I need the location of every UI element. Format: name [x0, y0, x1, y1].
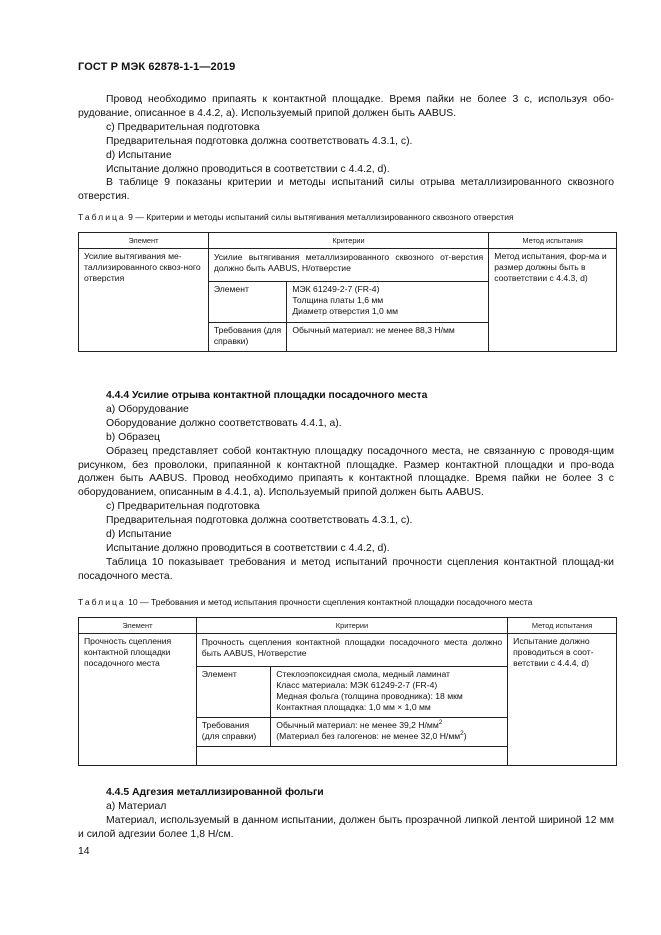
paragraph: b) Образец [106, 431, 160, 443]
paragraph: Материал, используемый в данном испытании, должен быть прозрачной липкой лентой шириной 12 мм и силой адгезии более 1,8 Н/см. [78, 814, 614, 840]
table10 [78, 617, 617, 766]
subtable-value [271, 718, 507, 747]
criteria-main-text: Прочность сцепления контактной площадки посадочного места должно быть AABUS, Н/отверстие [201, 637, 503, 658]
paragraph: а) Материал [106, 800, 167, 812]
intro-text [78, 93, 614, 204]
column-header-element: Элемент [79, 618, 197, 634]
spec-text: (Материал без галогенов: не менее 32,0 Н/мм [276, 731, 461, 741]
table-cell-criteria [208, 249, 488, 352]
column-header-criteria: Критерии [208, 233, 488, 249]
table-caption-label: Таблица [78, 597, 126, 607]
table9-caption [78, 212, 618, 223]
paragraph: Провод необходимо припаять к контактной площадке. Время пайки не более 3 с, используя обо-рудование, описанное в 4.4.2, а). Используемый припой должен быть AABUS. [78, 94, 614, 119]
spec-line [276, 720, 502, 731]
table-cell-method: Метод испытания, фор-ма и размер должны быть в соответствии с 4.4.3, d) [489, 249, 617, 352]
table-cell-element: Усилие вытягивания ме-таллизированного сквоз-ного отверстия [79, 249, 209, 352]
table-cell-method: Испытание должно проводиться в соот-ветствии с 4.4.4, d) [508, 634, 617, 766]
column-header-criteria: Критерии [196, 618, 507, 634]
paragraph: а) Оборудование [106, 403, 189, 415]
criteria-subtable [209, 281, 488, 351]
spec-line: Стеклоэпоксидная смола, медный ламинат [276, 669, 450, 679]
subtable-empty-row [197, 747, 507, 766]
spec-line: Контактная площадка: 1,0 мм × 1,0 мм [276, 702, 431, 712]
subtable-label: Требования (для справки) [209, 323, 287, 352]
paragraph: Испытание должно проводиться в соответствии с 4.4.2, d). [106, 542, 390, 554]
criteria-main-text: Усилие вытягивания металлизированного сквозного от-верстия должно быть AABUS, Н/отверстие [213, 252, 484, 273]
table-caption-text: 10 — Требования и метод испытания прочности сцепления контактной площадки посадочного места [128, 597, 533, 607]
spec-line [276, 731, 502, 742]
spec-line: МЭК 61249-2-7 (FR-4) [292, 284, 380, 294]
section-4-4-4 [78, 389, 614, 584]
subtable-value: Обычный материал: не менее 88,3 Н/мм [287, 323, 488, 352]
paragraph: Оборудование должно соответствовать 4.4.1, а). [106, 417, 342, 429]
paragraph: Предварительная подготовка должна соответствовать 4.3.1, с). [106, 515, 413, 527]
superscript: 2 [460, 730, 464, 738]
column-header-method: Метод испытания [489, 233, 617, 249]
paragraph: Таблица 10 показывает требования и метод испытаний прочности сцепления контактной площад-ки посадочного места. [78, 556, 614, 582]
paragraph: d) Испытание [106, 529, 172, 541]
spec-line: Класс материала: МЭК 61249-2-7 (FR-4) [276, 680, 438, 690]
spec-text: ) [463, 731, 467, 741]
criteria-subtable [197, 666, 507, 765]
paragraph: с) Предварительная подготовка [106, 121, 260, 133]
table9 [78, 232, 617, 352]
table-cell-criteria [196, 634, 507, 766]
section-heading: 4.4.5 Адгезия металлизированной фольги [106, 787, 324, 798]
subtable-label: Элемент [197, 667, 271, 718]
table-cell-element: Прочность сцепления контактной площадки посадочного места [79, 634, 197, 766]
table10-caption [78, 597, 618, 608]
section-4-4-5 [78, 786, 614, 842]
table-caption-label: Таблица [78, 212, 126, 222]
paragraph: Испытание должно проводиться в соответствии с 4.4.2, d). [106, 163, 390, 175]
paragraph: В таблице 9 показаны критерии и методы испытаний силы отрыва металлизированного сквозного отверстия. [78, 177, 614, 203]
subtable-value [287, 282, 488, 323]
subtable-label: Требования (для справки) [197, 718, 271, 747]
document-title: ГОСТ Р МЭК 62878-1-1—2019 [78, 61, 236, 73]
table-caption-text: 9 — Критерии и методы испытаний силы вытягивания металлизированного сквозного отверстия [128, 212, 514, 222]
spec-line: Толщина платы 1,6 мм [292, 295, 384, 305]
paragraph: Предварительная подготовка должна соответствовать 4.3.1, с). [106, 135, 413, 147]
spec-text: Обычный материал: не менее 39,2 Н/мм [276, 720, 439, 730]
column-header-element: Элемент [79, 233, 209, 249]
spec-line: Медная фольга (толщина проводника): 18 мкм [276, 691, 463, 701]
subtable-label: Элемент [209, 282, 287, 323]
section-heading: 4.4.4 Усилие отрыва контактной площадки посадочного места [106, 390, 428, 401]
page-number: 14 [78, 846, 90, 857]
column-header-method: Метод испытания [508, 618, 617, 634]
subtable-value [271, 667, 507, 718]
paragraph: с) Предварительная подготовка [106, 501, 260, 513]
paragraph: d) Испытание [106, 149, 172, 161]
superscript: 2 [438, 719, 443, 727]
paragraph: Образец представляет собой контактную площадку посадочного места, не связанную с проводя-щим рисунком, без проволоки, припаянной к контактной площадке. Размер контактной площадки и про-вода должен быть AABUS. Провод необходимо припаять к контактной площадке. Время пайки не более 3 с оборудованием, описанным в 4.4.1, а). Используемый припой должен быть AABUS. [78, 445, 614, 499]
spec-line: Диаметр отверстия 1,0 мм [292, 306, 399, 316]
